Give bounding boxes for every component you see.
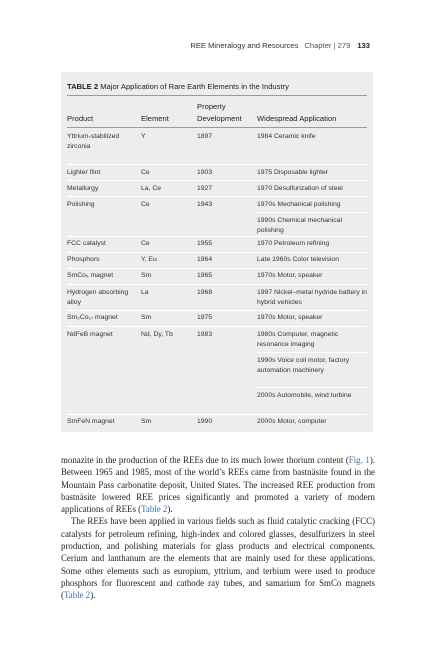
row-divider [67, 236, 367, 237]
table-cell-product: Yttrium-stabilized zirconia [67, 133, 120, 150]
page-number: 133 [357, 41, 370, 50]
paragraph-text: ). [90, 590, 96, 601]
table-cell-element: Ce [141, 240, 150, 247]
table-cell-application: 1980s Computer, magnetic resonance imaging [257, 331, 339, 348]
table-cell-element: Sm [141, 272, 152, 279]
sub-row-divider [257, 352, 367, 353]
paragraph-text: ). Between 1965 and 1985, most of the world’s REEs came from bastnäsite found in the Mountain Pass carbonatite deposit, United States. The increased REE production from bastnäsite lowered REE prices significantly and promoted a variety of modern applications of REEs ( [61, 455, 375, 515]
table-caption [67, 82, 289, 91]
table-cell-year: 1903 [197, 169, 213, 176]
table-cell-year: 1964 [197, 256, 213, 263]
running-header [190, 41, 370, 50]
row-divider [67, 310, 367, 311]
running-title: REE Mineralogy and Resources [190, 41, 299, 50]
table-cell-element: La, Ce [141, 185, 162, 192]
table-cell-element: Y, Eu [141, 256, 157, 263]
table-cell-application: 1970s Mechanical polishing [257, 201, 341, 208]
table-cell-product: Hydrogen absorbing alloy [67, 289, 129, 306]
table-cell-application: Late 1960s Color television [257, 256, 339, 263]
header-bottom-rule [67, 127, 367, 128]
table-cell-application: 1975 Disposable lighter [257, 169, 329, 176]
chapter-label: Chapter | 279 [304, 41, 351, 50]
table-cell-application: 1970 Desulfurization of steel [257, 185, 343, 192]
table-cell-application: 1990s Chemical mechanical polishing [257, 217, 343, 234]
table-cell-year: 1927 [197, 185, 213, 192]
table-cell-application: 1970s Motor, speaker [257, 272, 323, 279]
paragraph-text: ). [167, 504, 173, 515]
row-divider [67, 414, 367, 415]
column-header-product: Product [67, 114, 94, 123]
table-cell-product: Metallurgy [67, 185, 99, 192]
table-cell-year: 1975 [197, 314, 213, 321]
table-cell-year: 1990 [197, 418, 213, 425]
table-cell-application: 1997 Nickel–metal hydride battery in hybrid vehicles [257, 289, 367, 306]
column-header-property-line2: Development [197, 114, 242, 123]
table-cell-application: 2000s Motor, computer [257, 418, 327, 425]
column-header-application: Widespread Application [257, 114, 337, 123]
table-cell-year: 1943 [197, 201, 213, 208]
table-cell-element: Sm [141, 314, 152, 321]
table-cell-application: 1970s Motor, speaker [257, 314, 323, 321]
table-cell-product: Lighter flint [67, 169, 101, 176]
table-cell-product: Sm₂Co₁₇ magnet [67, 314, 118, 321]
paragraph [61, 454, 375, 515]
table-reference-link[interactable]: Table 2 [63, 590, 91, 601]
row-divider [67, 164, 367, 165]
column-header-property-line1: Property [197, 102, 226, 111]
table-caption-text: Major Application of Rare Earth Elements in the Industry [100, 82, 289, 91]
table-cell-product: FCC catalyst [67, 240, 106, 247]
figure-reference-link[interactable]: Fig. 1 [348, 455, 370, 465]
table-cell-element: Ce [141, 201, 150, 208]
row-divider [67, 284, 367, 285]
row-divider [67, 326, 367, 327]
table-cell-year: 1983 [197, 331, 213, 338]
table-label: TABLE 2 [67, 82, 99, 91]
table-cell-application: 2000s Automobile, wind turbine [257, 392, 352, 399]
sub-row-divider [257, 212, 367, 213]
body-text [61, 454, 375, 602]
table-cell-application: 1984 Ceramic knife [257, 133, 316, 140]
table-cell-product: SmCo₅ magnet [67, 272, 114, 279]
row-divider [67, 252, 367, 253]
header-top-rule [67, 95, 367, 96]
table-cell-year: 1897 [197, 133, 213, 140]
table-cell-product: Phosphors [67, 256, 100, 263]
row-divider [67, 196, 367, 197]
table-cell-year: 1955 [197, 240, 213, 247]
table-cell-element: Y [141, 133, 146, 140]
paragraph-text: monazite in the production of the REEs due to its much lower thorium content ( [61, 455, 349, 465]
row-divider [67, 268, 367, 269]
sub-row-divider [257, 387, 367, 388]
row-divider [67, 180, 367, 181]
table-cell-element: Sm [141, 418, 152, 425]
table-cell-product: Polishing [67, 201, 95, 208]
table-cell-year: 1965 [197, 272, 213, 279]
column-header-element: Element [141, 114, 169, 123]
table-cell-product: SmFeN magnet [67, 418, 115, 425]
table-cell-year: 1968 [197, 289, 213, 296]
table-reference-link[interactable]: Table 2 [141, 504, 168, 515]
table-cell-element: Ce [141, 169, 150, 176]
paragraph-text: The REEs have been applied in various fields such as fluid catalytic cracking (FCC) catalysts for petroleum refining, high-index and colored glasses, desulfurizers in steel production, and polishing materials for glass products and electrical components. Cerium and lanthanum are the elements that are mainly used for these applications. Some other elements such as europium, yttrium, and terbium were used to produce phosphors for fluorescent and cathode ray tubes, and samarium for SmCo magnets ( [61, 516, 375, 601]
rare-earth-applications-table [61, 72, 373, 432]
paragraph [61, 515, 375, 601]
table-cell-element: Nd, Dy, Tb [141, 331, 173, 338]
table-cell-element: La [141, 289, 149, 296]
table-cell-application: 1990s Voice coil motor, factory automation machinery [257, 357, 350, 374]
table-cell-application: 1970 Petroleum refining [257, 240, 330, 247]
table-cell-product: NdFeB magnet [67, 331, 113, 338]
